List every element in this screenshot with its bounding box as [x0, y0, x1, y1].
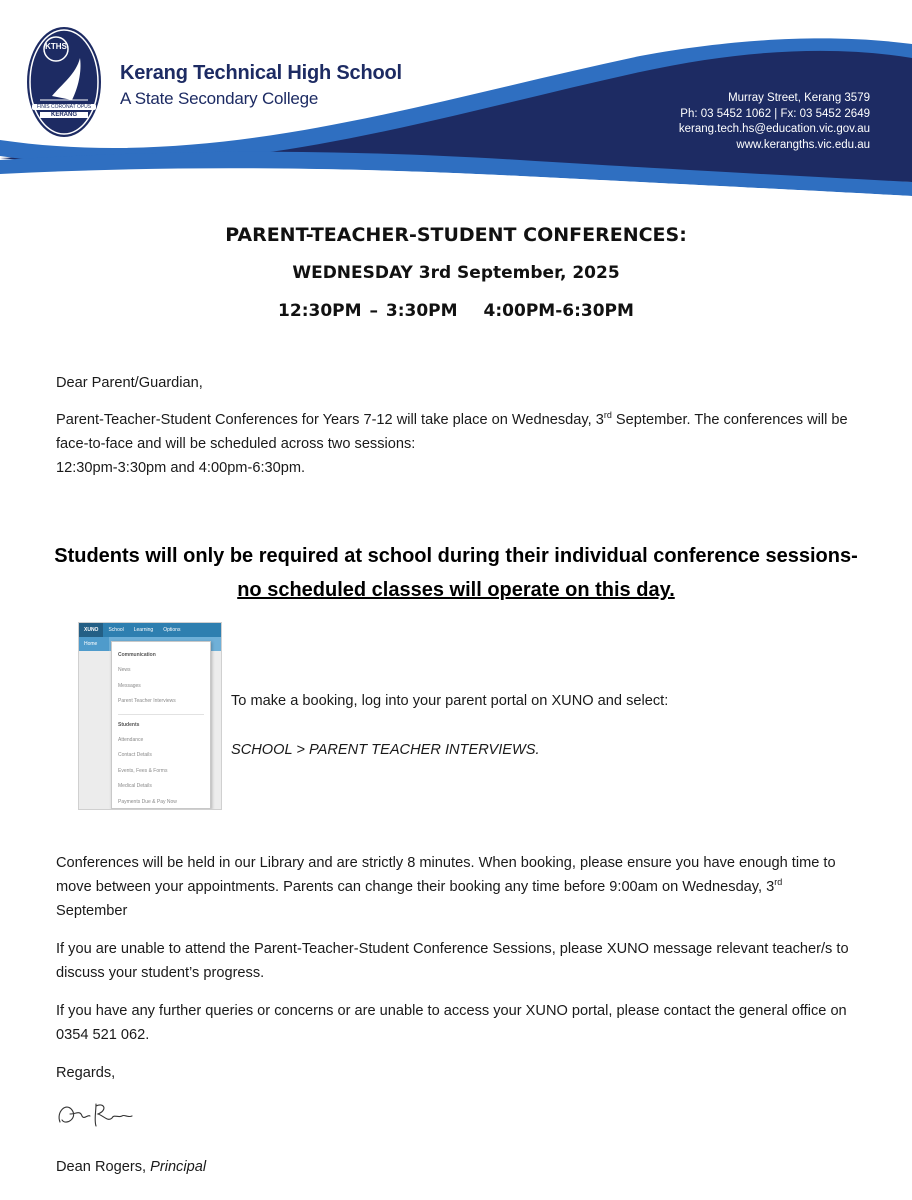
intro-text-cont: September. The conferences will be face-to-face and will be scheduled across two sessions: [56, 412, 848, 452]
document-title: PARENT-TEACHER-STUDENT CONFERENCES: [225, 224, 687, 246]
notice-underlined: no scheduled classes will operate on this day. [237, 579, 675, 601]
signatory-title: Principal [150, 1159, 207, 1175]
xuno-menu-item: Medical Details [118, 783, 152, 790]
signatory [56, 1155, 856, 1179]
event-date: WEDNESDAY 3rd September, 2025 [292, 263, 620, 283]
contact-block [570, 91, 870, 153]
logo-initials: KTHS [45, 42, 67, 51]
logo-kerang: KERANG [40, 112, 88, 118]
xuno-home: Home [79, 637, 109, 651]
logo-motto: FINIS CORONAT OPUS [32, 104, 96, 110]
booking-path: SCHOOL > PARENT TEACHER INTERVIEWS. [231, 742, 540, 758]
letterhead [0, 0, 912, 200]
salutation: Dear Parent/Guardian, [56, 375, 203, 391]
xuno-navbar [79, 623, 221, 637]
xuno-menu-separator [118, 710, 204, 715]
notice-highlight [0, 539, 912, 607]
xuno-nav-brand: XUNO [79, 623, 103, 637]
xuno-dropdown [111, 641, 211, 809]
unable-paragraph: If you are unable to attend the Parent-Teacher-Student Conference Sessions, please XUNO message relevant teacher/s to discuss your student’s progress. [56, 941, 849, 981]
library-ordinal: rd [774, 877, 783, 888]
xuno-menu-item: Messages [118, 682, 141, 689]
booking-instruction: To make a booking, log into your parent portal on XUNO and select: [231, 693, 669, 709]
xuno-communication-header: Communication [118, 652, 156, 658]
session-one: 12:30PM – 3:30PM [278, 301, 458, 321]
session-times [0, 301, 912, 321]
library-text-cont: September [56, 903, 128, 919]
intro-paragraph [56, 408, 856, 480]
school-email: kerang.tech.hs@education.vic.gov.au [678, 123, 870, 135]
xuno-menu-item: News [118, 667, 131, 674]
school-name: Kerang Technical High School [120, 62, 402, 84]
school-website: www.kerangths.vic.edu.au [736, 138, 870, 151]
intro-ordinal: rd [603, 410, 612, 421]
school-address: Murray Street, Kerang 3579 [728, 92, 870, 104]
signatory-name: Dean Rogers, [56, 1159, 151, 1175]
school-phone-fax: Ph: 03 5452 1062 | Fx: 03 5452 2649 [680, 107, 870, 120]
xuno-menu-item: Events, Fees & Forms [118, 767, 168, 774]
xuno-menu-item: Parent Teacher Interviews [118, 698, 176, 705]
xuno-students-header: Students [118, 721, 140, 728]
school-subtitle: A State Secondary College [120, 89, 319, 108]
xuno-menu-item: Attendance [118, 737, 144, 744]
library-paragraph [56, 851, 856, 923]
principal-signature [52, 1092, 142, 1136]
xuno-nav-school: School [108, 627, 124, 633]
xuno-menu-screenshot [78, 622, 222, 810]
xuno-menu-item: Payments Due & Pay Now [118, 798, 177, 805]
session-two: 4:00PM-6:30PM [483, 301, 634, 321]
library-text: Conferences will be held in our Library and are strictly 8 minutes. When booking, please ensure you have enough time to move between your appointments. Parents can change their booking any time before 9:00am on Wednesday, 3 [56, 855, 836, 895]
xuno-nav-options: Options [163, 627, 181, 633]
notice-text: Students will only be required at school during their individual conference sessions- [54, 545, 858, 567]
queries-paragraph: If you have any further queries or concerns or are unable to access your XUNO portal, please contact the general office on 0354 521 062. [56, 1003, 847, 1043]
intro-times: 12:30pm-3:30pm and 4:00pm-6:30pm. [56, 460, 306, 476]
intro-text: Parent-Teacher-Student Conferences for Years 7-12 will take place on Wednesday, 3 [56, 412, 604, 428]
xuno-nav-learning: Learning [133, 627, 154, 633]
xuno-menu-item: Contact Details [118, 752, 152, 759]
regards: Regards, [56, 1065, 116, 1081]
